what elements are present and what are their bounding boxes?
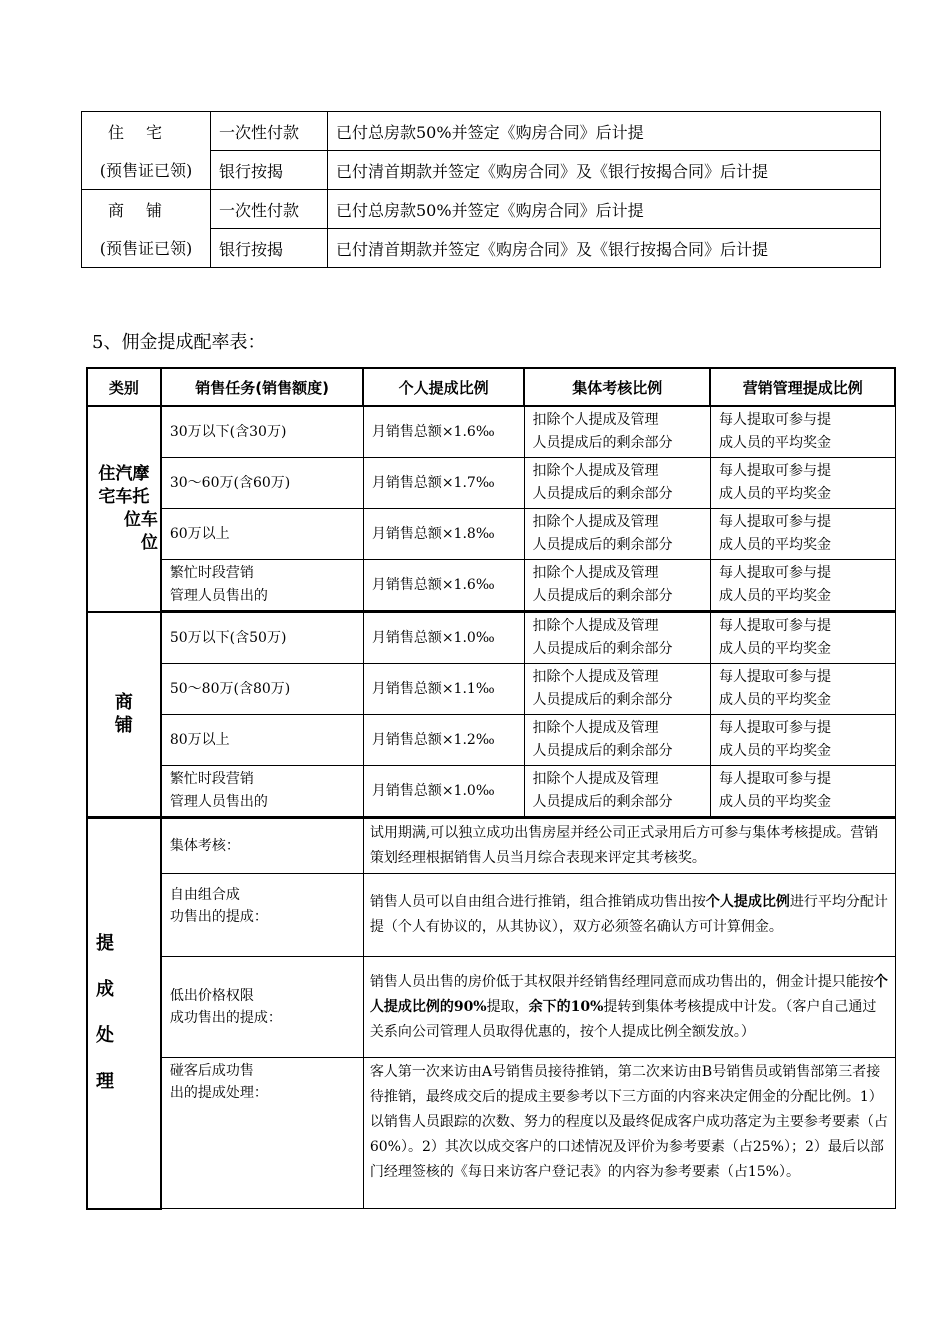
sales-task: 80万以上: [161, 715, 363, 766]
table-row: [82, 229, 881, 268]
sales-task: 繁忙时段营销 管理人员售出的: [161, 766, 363, 818]
collective-rate: 扣除个人提成及管理 人员提成后的剩余部分: [524, 766, 710, 818]
category-line: 成: [96, 979, 114, 1001]
category-line: 处: [96, 1025, 114, 1047]
table-row: [87, 406, 895, 458]
table-row: [87, 818, 895, 874]
table-row: [87, 766, 895, 818]
sales-task: 50万以下(含50万): [161, 612, 363, 664]
category-processing: [87, 818, 161, 1209]
personal-rate: 月销售总额×1.8‰: [363, 509, 524, 560]
category-line: 理: [96, 1071, 114, 1093]
payment-rule: 已付清首期款并签定《购房合同》及《银行按揭合同》后计提: [328, 229, 881, 268]
category-line: 宅车托: [98, 486, 150, 507]
header-personal-rate: 个人提成比例: [363, 368, 524, 406]
collective-rate: 扣除个人提成及管理 人员提成后的剩余部分: [524, 715, 710, 766]
category-line: 住汽摩: [98, 463, 150, 484]
sales-task: 30～60万(含60万): [161, 458, 363, 509]
payment-method: 银行按揭: [211, 151, 328, 190]
payment-rule: 已付清首期款并签定《购房合同》及《银行按揭合同》后计提: [328, 151, 881, 190]
table-row: [87, 560, 895, 612]
processing-text: 客人第一次来访由A号销售员接待推销，第二次来访由B号销售员或销售部第三者接待推销，最终成交后的提成主要参考以下三方面的内容来决定佣金的分配比例。1）以销售人员跟踪的次数、努力的程度以及最终促成客户成功落定为主要参考要素（占60%）。2）其次以成交客户的口述情况及评价为参考要素（占25%）；2）最后以部门经理签核的《每日来访客户登记表》的内容为参考要素（占15%）。: [363, 1058, 895, 1209]
management-rate: 每人提取可参与提 成人员的平均奖金: [710, 612, 895, 664]
processing-text: 试用期满,可以独立成功出售房屋并经公司正式录用后方可参与集体考核提成。营销策划经理根据销售人员当月综合表现来评定其考核奖。: [363, 818, 895, 874]
table-row: [82, 112, 881, 151]
table-row: [87, 664, 895, 715]
property-type-line1: 住宅: [82, 112, 211, 151]
table-row: [87, 874, 895, 957]
category-line: 铺: [114, 715, 133, 737]
sales-task: 30万以下(含30万): [161, 406, 363, 458]
category-line: 位: [140, 532, 158, 553]
commission-table: [86, 367, 896, 1210]
payment-method: 一次性付款: [211, 190, 328, 229]
table-row: [87, 715, 895, 766]
emphasis: 余下的10%: [528, 998, 604, 1015]
table-row: [87, 458, 895, 509]
personal-rate: 月销售总额×1.0‰: [363, 766, 524, 818]
processing-label: 碰客后成功售 出的提成处理：: [161, 1058, 363, 1209]
processing-label: 低出价格权限 成功售出的提成：: [161, 957, 363, 1058]
section-heading: 5、佣金提成配率表：: [92, 332, 266, 353]
category-shop: [87, 612, 161, 818]
property-type-line2: (预售证已领): [82, 229, 211, 268]
header-sales-task: 销售任务(销售额度): [161, 368, 363, 406]
collective-rate: 扣除个人提成及管理 人员提成后的剩余部分: [524, 458, 710, 509]
management-rate: 每人提取可参与提 成人员的平均奖金: [710, 458, 895, 509]
payment-rule: 已付总房款50%并签定《购房合同》后计提: [328, 112, 881, 151]
property-type-line1: 商铺: [82, 190, 211, 229]
table-row: [82, 151, 881, 190]
collective-rate: 扣除个人提成及管理 人员提成后的剩余部分: [524, 664, 710, 715]
processing-label: 自由组合成 功售出的提成：: [161, 874, 363, 957]
processing-label: 集体考核：: [161, 818, 363, 874]
management-rate: 每人提取可参与提 成人员的平均奖金: [710, 715, 895, 766]
emphasis: 个人提成比例: [705, 894, 790, 910]
property-type-line2: (预售证已领): [82, 151, 211, 190]
personal-rate: 月销售总额×1.7‰: [363, 458, 524, 509]
payment-method: 银行按揭: [211, 229, 328, 268]
payment-condition-table: [81, 111, 881, 268]
personal-rate: 月销售总额×1.2‰: [363, 715, 524, 766]
sales-task: 60万以上: [161, 509, 363, 560]
management-rate: 每人提取可参与提 成人员的平均奖金: [710, 406, 895, 458]
collective-rate: 扣除个人提成及管理 人员提成后的剩余部分: [524, 509, 710, 560]
sales-task: 50～80万(含80万): [161, 664, 363, 715]
personal-rate: 月销售总额×1.1‰: [363, 664, 524, 715]
table-row: [87, 1058, 895, 1209]
header-row: [87, 368, 895, 406]
category-line: 提: [96, 933, 114, 955]
processing-text: 销售人员可以自由组合进行推销，组合推销成功售出按个人提成比例进行平均分配计提（个人有协议的，从其协议），双方必须签名确认方可计算佣金。: [363, 874, 895, 957]
header-management-rate: 营销管理提成比例: [710, 368, 895, 406]
table-row: [82, 190, 881, 229]
processing-text: 销售人员出售的房价低于其权限并经销售经理同意而成功售出的，佣金计提只能按个人提成比例的90%提取，余下的10%提转到集体考核提成中计发。（客户自己通过关系向公司管理人员取得优惠的，按个人提成比例全额发放。）: [363, 957, 895, 1058]
payment-method: 一次性付款: [211, 112, 328, 151]
table-row: [87, 957, 895, 1058]
table-row: [87, 612, 895, 664]
management-rate: 每人提取可参与提 成人员的平均奖金: [710, 560, 895, 612]
collective-rate: 扣除个人提成及管理 人员提成后的剩余部分: [524, 406, 710, 458]
management-rate: 每人提取可参与提 成人员的平均奖金: [710, 509, 895, 560]
collective-rate: 扣除个人提成及管理 人员提成后的剩余部分: [524, 612, 710, 664]
personal-rate: 月销售总额×1.6‰: [363, 406, 524, 458]
table-row: [87, 509, 895, 560]
category-line: 商: [114, 692, 133, 714]
header-collective-rate: 集体考核比例: [524, 368, 710, 406]
collective-rate: 扣除个人提成及管理 人员提成后的剩余部分: [524, 560, 710, 612]
emphasis: 个人提成比例的90%: [369, 973, 888, 1015]
header-category: 类别: [87, 368, 161, 406]
category-line: 位车: [123, 509, 158, 530]
category-residential: [87, 406, 161, 612]
sales-task: 繁忙时段营销 管理人员售出的: [161, 560, 363, 612]
payment-rule: 已付总房款50%并签定《购房合同》后计提: [328, 190, 881, 229]
personal-rate: 月销售总额×1.0‰: [363, 612, 524, 664]
management-rate: 每人提取可参与提 成人员的平均奖金: [710, 766, 895, 818]
personal-rate: 月销售总额×1.6‰: [363, 560, 524, 612]
management-rate: 每人提取可参与提 成人员的平均奖金: [710, 664, 895, 715]
